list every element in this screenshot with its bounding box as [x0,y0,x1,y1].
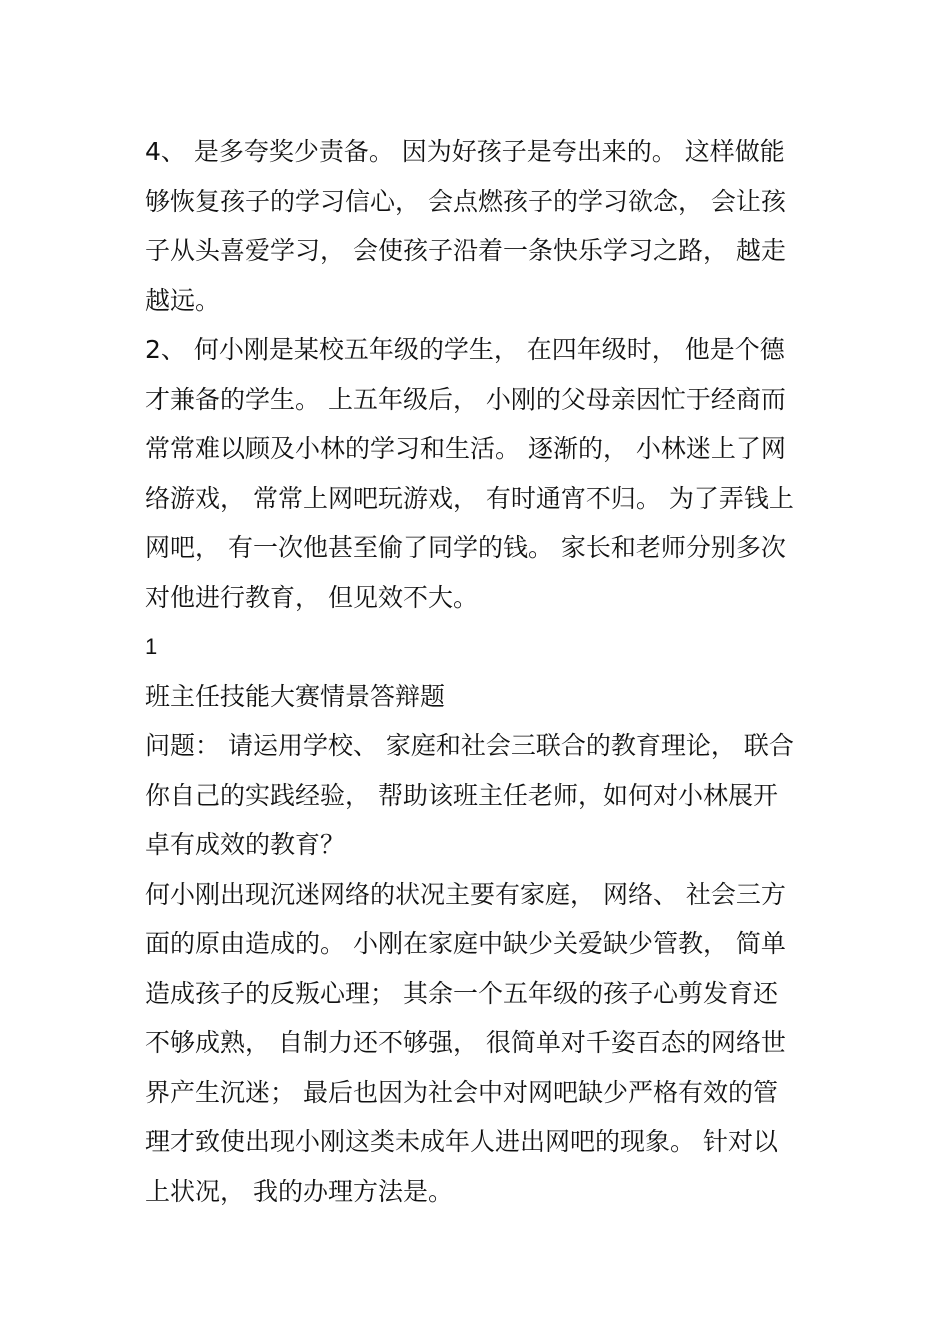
text-line: 理才致使出现小刚这类未成年人进出网吧的现象。 针对以 [145,1127,778,1156]
text-line: 网吧， 有一次他甚至偷了同学的钱。 家长和老师分别多次 [145,533,786,562]
text-line: 常常难以顾及小林的学习和生活。 逐渐的， 小林迷上了网 [145,434,786,463]
text-line: 够恢复孩子的学习信心， 会点燃孩子的学习欲念， 会让孩 [145,186,786,216]
text-line: 卓有成效的教育？ [145,830,346,859]
text-line: 你自己的实践经验， 帮助该班主任老师，如何对小林展开 [145,780,778,810]
text-line: 2、 何小刚是某校五年级的学生， 在四年级时， 他是个德 [145,335,785,364]
document-page [145,127,810,1216]
text-line: 才兼备的学生。 上五年级后， 小刚的父母亲因忙于经商而 [145,384,786,414]
text-line: 问题： 请运用学校、 家庭和社会三联合的教育理论， 联合 [145,731,794,760]
text-line: 不够成熟， 自制力还不够强， 很简单对千姿百态的网络世 [145,1028,786,1057]
text-line: 上状况， 我的办理方法是。 [145,1176,453,1206]
text-line: 越远。 [145,285,221,315]
text-line: 面的原由造成的。 小刚在家庭中缺少关爱缺少管教， 简单 [145,929,786,958]
text-line: 界产生沉迷； 最后也因为社会中对网吧缺少严格有效的管 [145,1077,778,1107]
text-line: 对他进行教育， 但见效不大。 [145,582,478,612]
text-line: 子从头喜爱学习， 会使孩子沿着一条快乐学习之路， 越走 [145,236,786,265]
running-title: 班主任技能大赛情景答辩题 [145,681,446,711]
text-line: 何小刚出现沉迷网络的状况主要有家庭， 网络、 社会三方 [145,879,786,909]
page-number: 1 [145,634,158,659]
text-line: 造成孩子的反叛心理； 其余一个五年级的孩子心剪发育还 [145,978,778,1008]
text-line: 络游戏， 常常上网吧玩游戏， 有时通宵不归。 为了弄钱上 [145,483,794,513]
text-line: 4、 是多夸奖少责备。 因为好孩子是夸出来的。 这样做能 [145,137,785,166]
